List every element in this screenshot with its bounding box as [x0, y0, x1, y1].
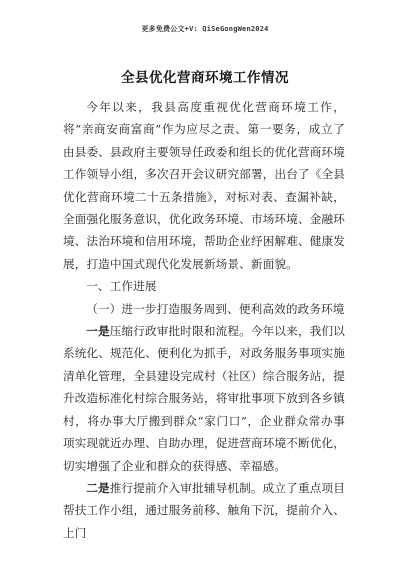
subsection-heading: （一）进一步打造服务周到、便利高效的政务环境: [86, 301, 345, 316]
item-paragraph-2: [63, 477, 345, 544]
document-body: [63, 96, 345, 544]
item-lead-2: 二是: [86, 480, 110, 495]
header-note: 更多免费公文+V: QiSeGongWen2024: [141, 25, 269, 33]
document-title: 全县优化营商环境工作情况: [121, 70, 289, 86]
item-lead-1: 一是: [86, 324, 110, 339]
intro-paragraph: 今年以来，我县高度重视优化营商环境工作，将“亲商安商富商”作为应尽之责、第一要务，成立了由县委、县政府主要领导任政委和组长的优化营商环境工作领导小组，多次召开会议研究部署，出台了《全县优化营商环境二十五条措施》，对标对表、查漏补缺，全面强化服务意识，优化政务环境、市场环境、金融环境、法治环境和信用环境，帮助企业纾困解难、健康发展，打造中国式现代化发展新场景、新面貌。: [63, 100, 345, 271]
section-heading: 一、工作进展: [86, 279, 157, 294]
item-text-1: 压缩行政审批时限和流程。今年以来，我们以系统化、规范化、便利化为抓手，对政务服务事项实施清单化管理，全县建设完成村（社区）综合服务站，提升改造标准化村综合服务站，将审批事项下放到各乡镇村，将办事大厅搬到群众“家门口”，企业群众常办事项实现就近办理、自助办理，促进营商环境不断优化，切实增强了企业和群众的获得感、幸福感。: [63, 324, 345, 473]
item-paragraph-1: [63, 320, 345, 477]
item-text-2: 推行提前介入审批辅导机制。成立了重点项目帮扶工作小组，通过服务前移、触角下沉，提前介入、上门: [63, 480, 345, 540]
